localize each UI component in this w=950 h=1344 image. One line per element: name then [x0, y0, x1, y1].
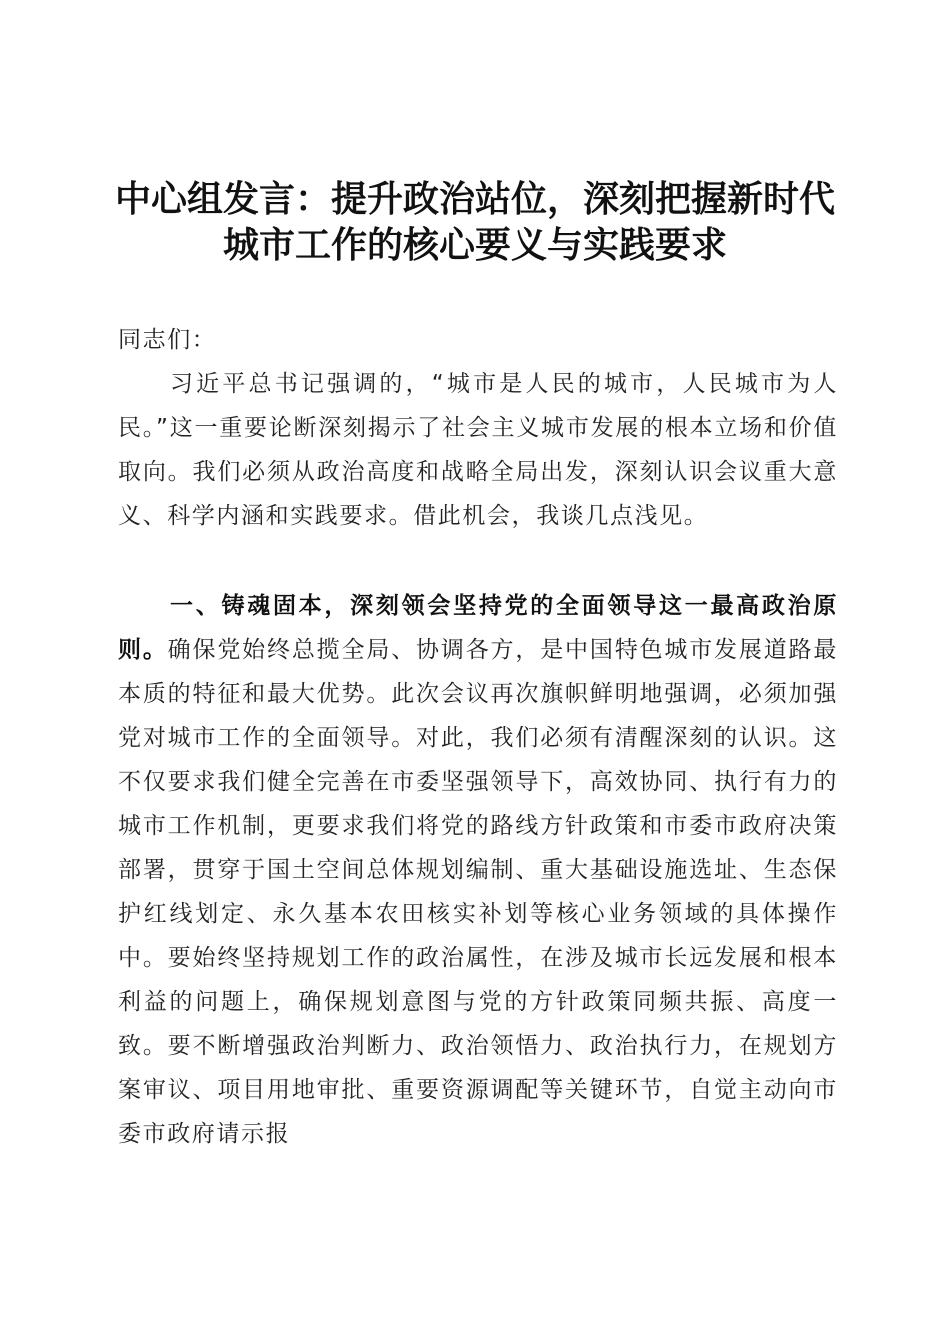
- section-one-heading: 一、铸魂固本，深刻领会坚持党的全面领导这一最高政治原则。: [118, 593, 838, 663]
- document-title-line-1: 中心组发言：提升政治站位，深刻把握新时代: [114, 178, 835, 220]
- salutation: 同志们：: [118, 327, 217, 353]
- section-one-body: 确保党始终总揽全局、协调各方，是中国特色城市发展道路最本质的特征和最大优势。此次会议再次旗帜鲜明地强调，必须加强党对城市工作的全面领导。对此，我们必须有清醒深刻的认识。这不仅要求我们健全完善在市委坚强领导下，高效协同、执行有力的城市工作机制，更要求我们将党的路线方针政策和市委市政府决策部署，贯穿于国土空间总体规划编制、重大基础设施选址、生态保护红线划定、永久基本农田核实补划等核心业务领域的具体操作中。要始终坚持规划工作的政治属性，在涉及城市长远发展和根本利益的问题上，确保规划意图与党的方针政策同频共振、高度一致。要不断增强政治判断力、政治领悟力、政治执行力，在规划方案审议、项目用地审批、重要资源调配等关键环节，自觉主动向市委市政府请示报: [118, 637, 838, 1147]
- document-title-line-2: 城市工作的核心要义与实践要求: [222, 224, 727, 266]
- paragraph-section-one: [118, 584, 838, 1156]
- paragraph-intro: 习近平总书记强调的，“城市是人民的城市，人民城市为人民。”这一重要论断深刻揭示了社会主义城市发展的根本立场和价值取向。我们必须从政治高度和战略全局出发，深刻认识会议重大意义、科学内涵和实践要求。借此机会，我谈几点浅见。: [118, 371, 838, 529]
